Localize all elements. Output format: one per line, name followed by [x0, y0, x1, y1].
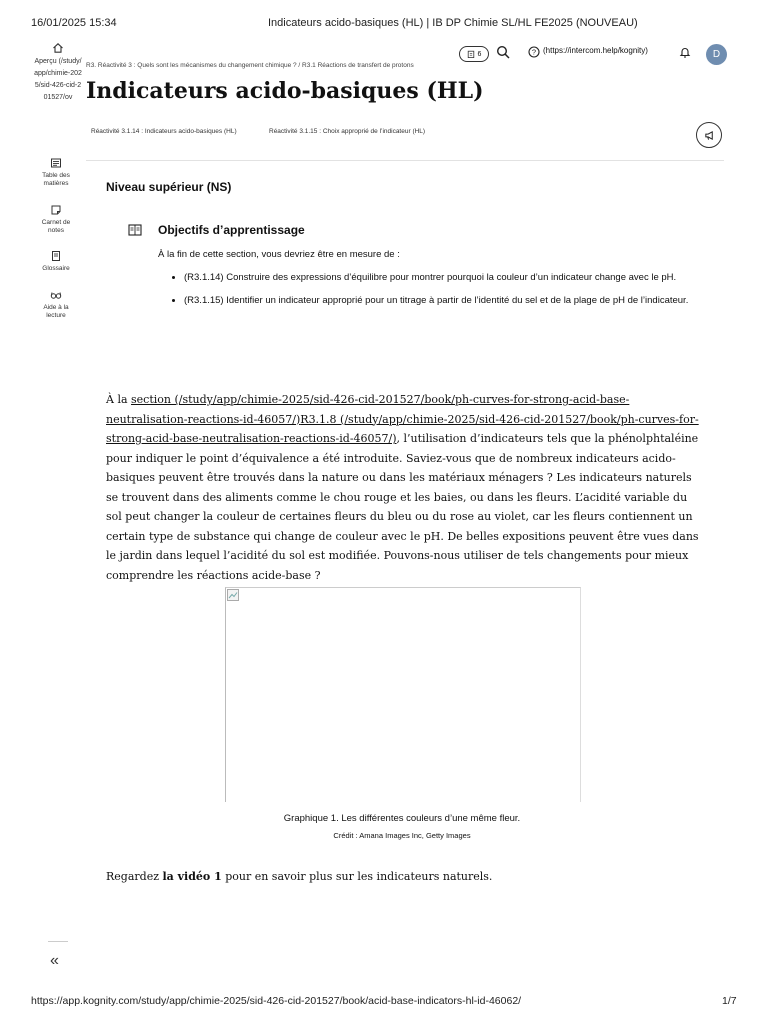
- sidebar-item-label: Aide à la lecture: [43, 304, 69, 319]
- sidebar-overview[interactable]: [34, 42, 82, 104]
- collapse-sidebar-button[interactable]: «: [50, 952, 59, 969]
- objectives-intro: À la fin de cette section, vous devriez être en mesure de :: [158, 249, 400, 260]
- sidebar-item-reading-aid[interactable]: [34, 289, 78, 320]
- next-subsection-link[interactable]: Réactivité 3.1.15 : Choix approprié de l’indicateur (HL): [269, 128, 426, 135]
- notifications-pill[interactable]: [459, 46, 489, 62]
- video-paragraph: [106, 870, 492, 883]
- home-icon: [52, 42, 64, 54]
- video-prefix: Regardez: [106, 870, 163, 883]
- sidebar-item-label: Carnet de notes: [41, 219, 71, 234]
- figure-credit: Crédit : Amana Images Inc, Getty Images: [333, 831, 471, 840]
- r318-link[interactable]: R3.1.8 (/study/app/chimie-2025/sid-426-cid-201527/book/ph-curves-for-strong-acid-base-neutralisation-reactions-id-46057/): [106, 412, 699, 445]
- prev-subsection-link[interactable]: Réactivité 3.1.14 : Indicateurs acido-basiques (HL): [91, 128, 237, 135]
- print-datetime: 16/01/2025 15:34: [31, 17, 117, 29]
- search-icon[interactable]: [496, 45, 510, 59]
- glossary-icon: [50, 250, 62, 262]
- list-item: • (R3.1.14) Construire des expressions d’équilibre pour montrer pourquoi la couleur d’un indicateur change avec le pH.: [184, 270, 704, 285]
- sidebar-item-notebook[interactable]: [34, 204, 78, 235]
- figure-image: [225, 587, 581, 802]
- paragraph-prefix: À la: [106, 393, 132, 406]
- notifications-count: 6: [477, 50, 482, 58]
- video-reference[interactable]: la vidéo 1: [162, 870, 222, 883]
- broken-image-icon: [227, 589, 239, 601]
- list-item: • (R3.1.15) Identifier un indicateur approprié pour un titrage à partir de l’identité du sel et de la plage de pH de l’indicateur.: [184, 293, 704, 308]
- print-doc-title: Indicateurs acido-basiques (HL) | IB DP Chimie SL/HL FE2025 (NOUVEAU): [268, 17, 638, 29]
- clipboard-icon: [467, 50, 475, 58]
- help-icon[interactable]: [528, 46, 540, 58]
- notebook-icon: [50, 204, 62, 216]
- section-link[interactable]: section (/study/app/chimie-2025/sid-426-cid-201527/book/ph-curves-for-strong-acid-base-neutralisation-reactions-id-46057/): [106, 393, 630, 426]
- objectives-title: Objectifs d’apprentissage: [158, 223, 305, 237]
- sidebar-item-label: Table des matières: [42, 172, 70, 187]
- avatar[interactable]: D: [706, 44, 727, 65]
- sidebar-item-toc[interactable]: [34, 157, 78, 188]
- video-suffix: pour en savoir plus sur les indicateurs naturels.: [221, 870, 493, 883]
- toc-icon: [50, 157, 62, 169]
- objectives-icon: [128, 224, 142, 236]
- level-heading: Niveau supérieur (NS): [106, 180, 232, 194]
- header-divider: [86, 160, 724, 161]
- svg-text:?: ?: [531, 47, 537, 57]
- intro-paragraph: [106, 390, 706, 585]
- glasses-icon: [50, 289, 62, 301]
- sidebar-item-glossary[interactable]: [34, 250, 78, 273]
- print-url: https://app.kognity.com/study/app/chimie-2025/sid-426-cid-201527/book/acid-base-indicators-hl-id-46062/: [31, 995, 522, 1007]
- announcement-button[interactable]: [696, 122, 722, 148]
- sidebar-divider: [48, 941, 68, 942]
- megaphone-icon: [704, 130, 715, 141]
- breadcrumb[interactable]: R3. Réactivité 3 : Quels sont les mécanismes du changement chimique ? / R3.1 Réactions de transfert de protons: [86, 62, 414, 69]
- print-page-number: 1/7: [722, 995, 737, 1007]
- objectives-list: [158, 270, 704, 316]
- sidebar-overview-label: Aperçu (/study/app/chimie-2025/sid-426-cid-201527/ov: [34, 58, 82, 101]
- paragraph-body: , l’utilisation d’indicateurs tels que la phénolphtaléine pour indiquer le point d’équivalence a été introduite. Saviez-vous que de nombreux indicateurs acido-basiques peuvent être trouvés dans la nature ou dans les matériaux ménagers ? Les indicateurs naturels se trouvent dans des aliments comme le chou rouge et les baies, ou dans les fleurs. L’acidité variable du sol peut changer la couleur de certaines fleurs du bleu ou du rose au violet, car les fleurs contiennent un certain type de substance qui change de couleur avec le pH. De belles expositions peuvent être vues dans le jardin dans lequel l’acidité du sol est modifiée. Pouvons-nous utiliser de tels changements pour mieux comprendre les réactions acide-base ?: [106, 432, 699, 582]
- figure-caption: Graphique 1. Les différentes couleurs d’une même fleur.: [283, 813, 521, 824]
- help-link[interactable]: (https://intercom.help/kognity): [543, 46, 648, 55]
- bell-icon[interactable]: [679, 46, 691, 58]
- sidebar-item-label: Glossaire: [42, 265, 70, 272]
- page-title: Indicateurs acido-basiques (HL): [86, 78, 484, 104]
